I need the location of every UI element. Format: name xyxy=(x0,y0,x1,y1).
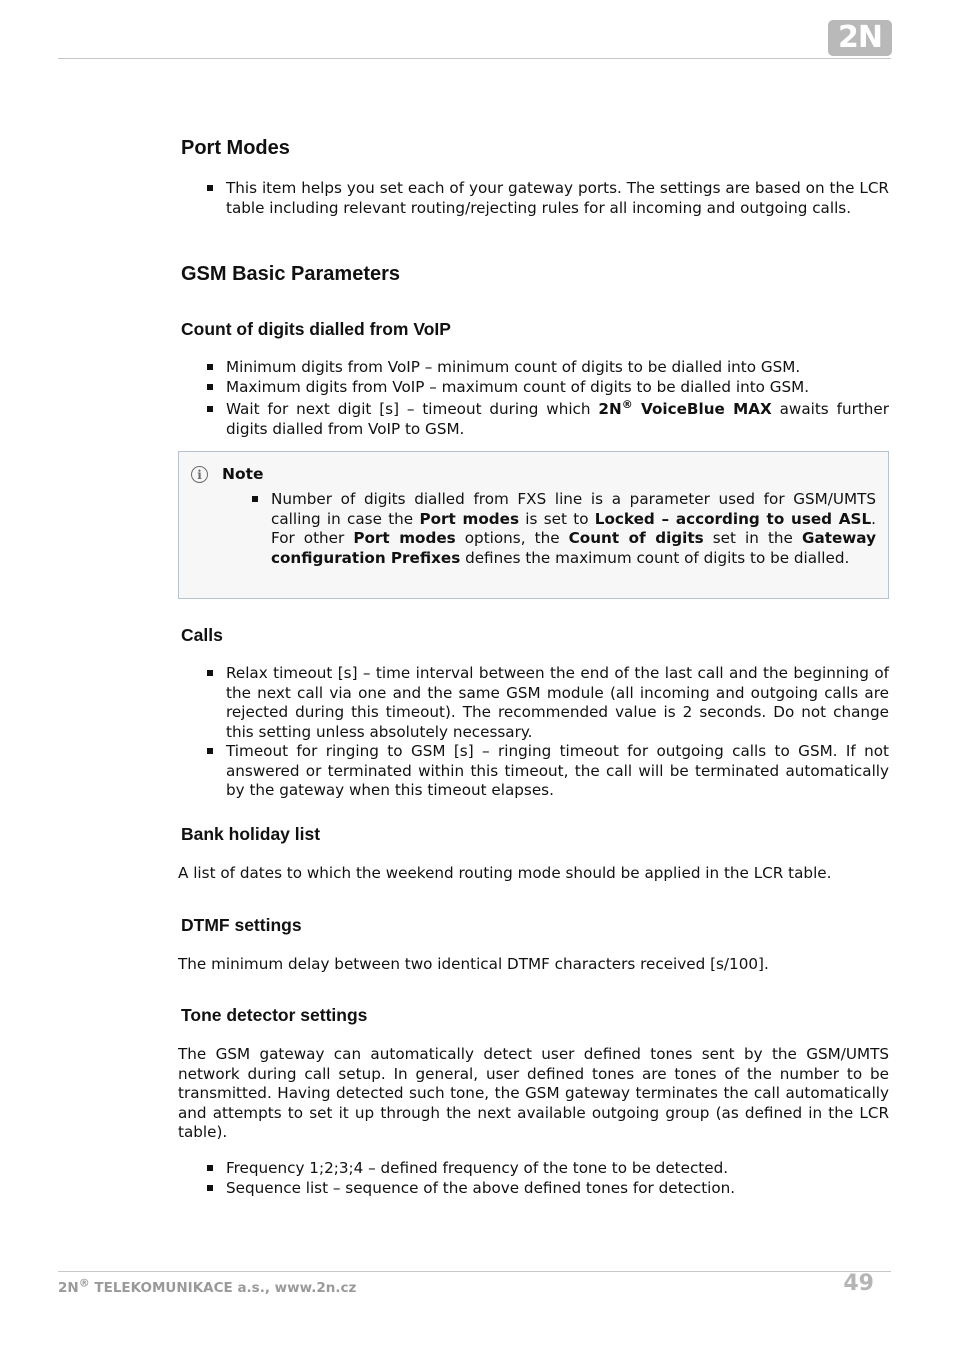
note-bold: Count of digits xyxy=(568,529,704,547)
port-modes-list xyxy=(207,179,889,218)
gsm-basic-parameters-heading: GSM Basic Parameters xyxy=(181,263,401,285)
note-bold: Gateway configuration Prefixes xyxy=(271,529,876,567)
count-of-digits-list xyxy=(207,358,889,439)
note-text: . For other xyxy=(271,509,876,547)
list-item xyxy=(207,397,889,439)
footer-brand: 2N xyxy=(58,1280,79,1296)
note-text: Number of digits dialled from FXS line is a parameter used for GSM/UMTS calling in case the xyxy=(271,490,876,528)
note-list xyxy=(252,490,876,568)
dtmf-heading: DTMF settings xyxy=(181,915,302,935)
note-text: is set to xyxy=(519,509,595,528)
bank-holiday-heading: Bank holiday list xyxy=(181,824,321,844)
note-box xyxy=(178,451,889,599)
tone-detector-list xyxy=(207,1159,889,1198)
footer-company xyxy=(58,1276,357,1296)
bank-holiday-text: A list of dates to which the weekend routing mode should be applied in the LCR table. xyxy=(178,864,832,882)
brand-text: 2N xyxy=(598,400,622,418)
calls-heading: Calls xyxy=(181,625,223,645)
footer-company-text: TELEKOMUNIKACE a.s., www.2n.cz xyxy=(89,1280,357,1296)
registered-mark: ® xyxy=(621,397,633,411)
company-logo xyxy=(828,20,892,56)
list-item: Relax timeout [s] – time interval between the end of the last call and the beginning of the next call via one and the same GSM module (all incoming and outgoing calls are rejected during this timeout). The recommended value is 2 seconds. Do not change this setting unless absolutely necessary. xyxy=(207,664,889,742)
note-text: options, the xyxy=(455,529,569,547)
note-bold: Locked – according to used ASL xyxy=(594,509,872,528)
info-icon: i xyxy=(191,466,208,483)
list-item: Minimum digits from VoIP – minimum count of digits to be dialled into GSM. xyxy=(207,358,889,378)
tone-detector-text: The GSM gateway can automatically detect user defined tones sent by the GSM/UMTS network during call setup. In general, user defined tones are tones of the number to be transmitted. Having detected such tone, the GSM gateway terminates the call automatically and attempts to set it up through the next available outgoing group (as defined in the LCR table). xyxy=(178,1045,889,1141)
note-bold: Port modes xyxy=(419,509,519,528)
list-item: Timeout for ringing to GSM [s] – ringing timeout for outgoing calls to GSM. If not answered or terminated within this timeout, the call will be terminated automatically by the gateway when this timeout elapses. xyxy=(207,742,889,801)
wait-text-end: awaits further digits dialled from VoIP to GSM. xyxy=(226,400,889,438)
note-text: set in the xyxy=(703,529,802,547)
note-title: Note xyxy=(222,465,264,483)
port-modes-heading: Port Modes xyxy=(181,137,290,159)
list-item xyxy=(252,490,876,568)
note-text: defines the maximum count of digits to be dialled. xyxy=(460,548,850,567)
wait-text: Wait for next digit [s] – timeout during which xyxy=(226,400,599,418)
list-item: Sequence list – sequence of the above defined tones for detection. xyxy=(207,1179,889,1199)
header-divider xyxy=(58,58,891,59)
count-of-digits-heading: Count of digits dialled from VoIP xyxy=(181,319,451,339)
tone-detector-heading: Tone detector settings xyxy=(181,1005,368,1025)
brand-name xyxy=(598,397,772,418)
calls-list xyxy=(207,664,889,801)
registered-mark: ® xyxy=(78,1276,90,1290)
dtmf-text: The minimum delay between two identical DTMF characters received [s/100]. xyxy=(178,955,769,973)
footer-divider xyxy=(58,1271,891,1272)
logo-text: 2N xyxy=(838,20,882,55)
list-item: This item helps you set each of your gateway ports. The settings are based on the LCR table including relevant routing/rejecting rules for all incoming and outgoing calls. xyxy=(207,179,889,218)
product-name: VoiceBlue MAX xyxy=(632,400,772,418)
list-item: Maximum digits from VoIP – maximum count of digits to be dialled into GSM. xyxy=(207,378,889,398)
note-bold: Port modes xyxy=(353,529,456,547)
page-number: 49 xyxy=(843,1271,874,1296)
list-item: Frequency 1;2;3;4 – defined frequency of the tone to be detected. xyxy=(207,1159,889,1179)
